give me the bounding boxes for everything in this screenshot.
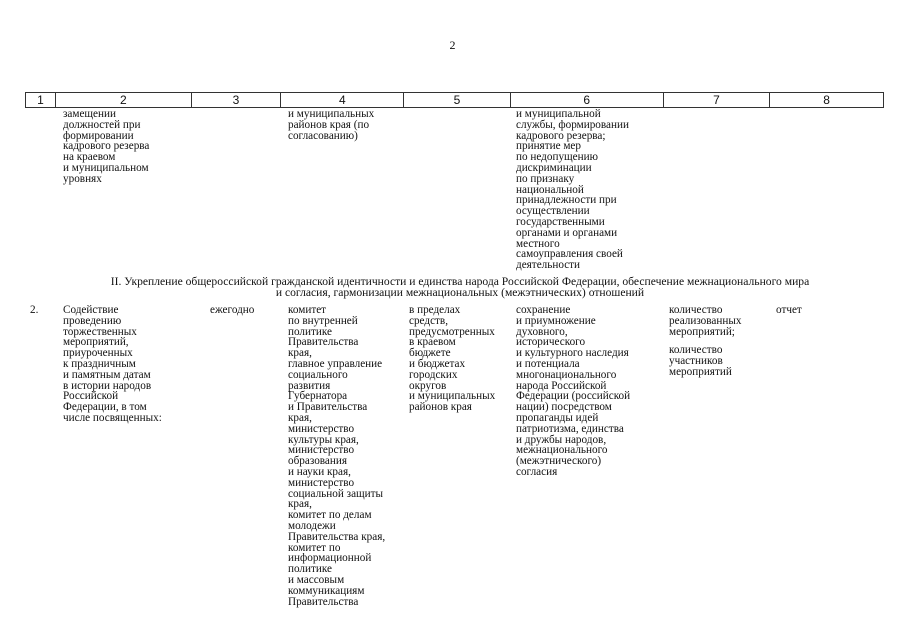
column-number-4: 4: [281, 93, 404, 107]
column-number-8: 8: [823, 93, 830, 107]
column-number-6: 6: [511, 93, 664, 107]
row2-event-name: Содействие проведению торжественных мероприятий, приуроченных к праздничным и памятным датам в истории народов Российской Федерации, в том числе посвященных:: [63, 304, 162, 424]
column-number-1: 1: [26, 93, 56, 107]
row2-indicator-events: количество реализованных мероприятий;: [669, 304, 742, 338]
column-number-5: 5: [404, 93, 511, 107]
continued-row-col2: замещении должностей при формировании кадрового резерва на краевом и муниципальном уровнях: [63, 108, 150, 185]
continued-row-col6: и муниципальной службы, формировании кадрового резерва; принятие мер по недопущению дискриминации по признаку национальной принадлежности при осуществлении государственными органами и органами местного самоуправления своей деятельности: [516, 108, 629, 272]
section-heading: II. Укрепление общероссийской гражданской идентичности и единства народа Российской Федерации, обеспечение межнационального мира и согласия, гармонизации межнациональных (межэтнических) отношений: [110, 275, 810, 299]
row2-indicator-participants: количество участников мероприятий: [669, 344, 732, 378]
page-number: 2: [449, 38, 456, 52]
row2-deadline: ежегодно: [210, 304, 255, 316]
row2-number: 2.: [30, 304, 39, 316]
row2-funding: в пределах средств, предусмотренных в краевом бюджете и бюджетах городских округов и муниципальных районов края: [409, 304, 496, 414]
column-number-3: 3: [192, 93, 282, 107]
column-number-7: 7: [664, 93, 771, 107]
continued-row-col4: и муниципальных районов края (по согласованию): [288, 108, 375, 142]
row2-report-form: отчет: [776, 304, 802, 316]
row2-executors: комитет по внутренней политике Правительства края, главное управление социального развития Губернатора и Правительства края, министерство культуры края, министерство образования и науки края, министерство социальной защиты края, комитет по делам молодежи Правительства края, комитет по информационной политике и массовым коммуникациям Правительства: [288, 304, 386, 608]
table-column-number-row: [25, 92, 884, 108]
column-number-2: 2: [56, 93, 192, 107]
row2-expected-result: сохранение и приумножение духовного, исторического и культурного наследия и потенциала многонационального народа Российской Федерации (российской нации) посредством пропаганды идей патриотизма, единства и дружбы народов, межнационального (межэтнического) согласия: [516, 304, 631, 478]
